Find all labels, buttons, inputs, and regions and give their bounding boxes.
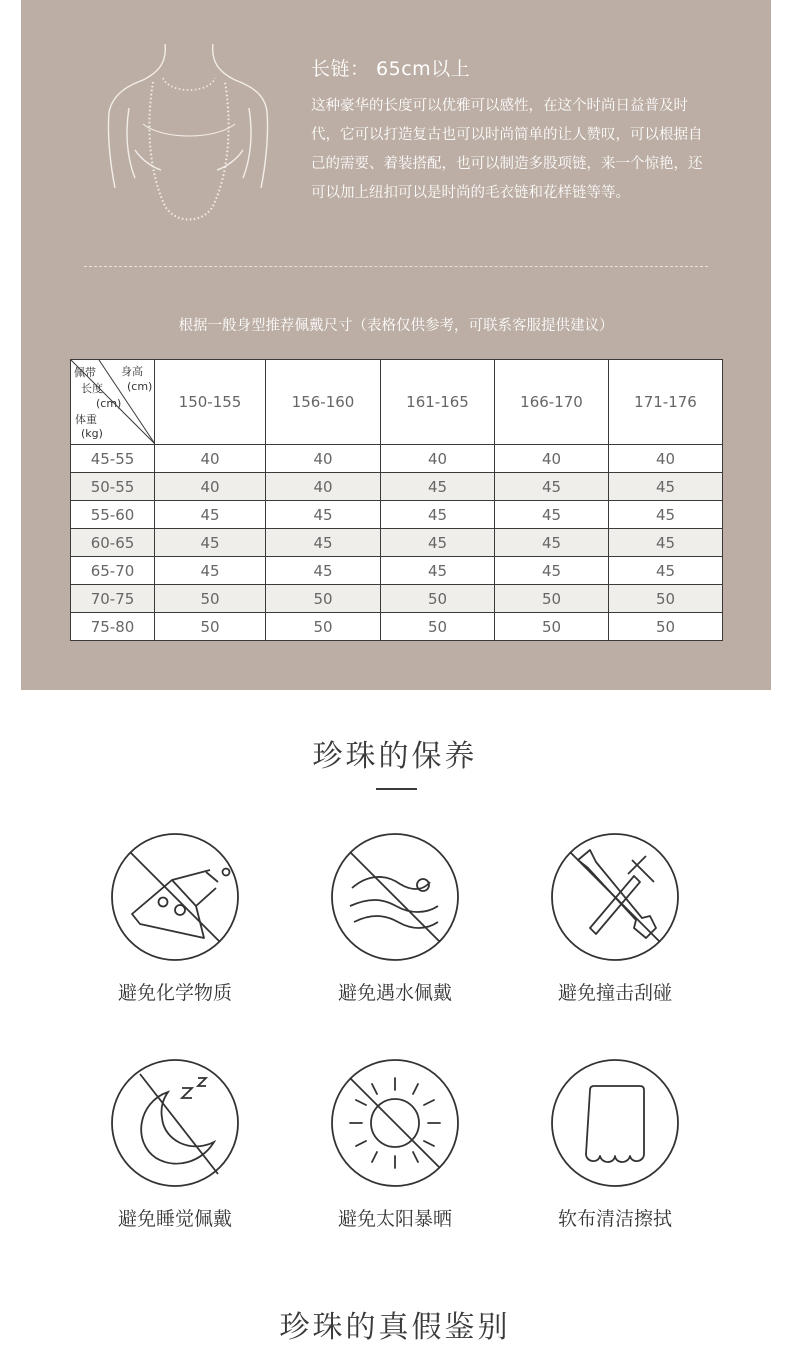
table-row bbox=[71, 529, 723, 557]
size-table bbox=[70, 359, 723, 641]
size-cell: 40 bbox=[381, 445, 495, 473]
size-cell: 50 bbox=[155, 613, 266, 641]
weight-cell: 70-75 bbox=[71, 585, 155, 613]
no-chemicals-icon bbox=[110, 832, 240, 962]
column-header: 156-160 bbox=[266, 360, 381, 445]
corner-length-label-1: 佩带 bbox=[74, 366, 96, 379]
care-label: 避免太阳暴晒 bbox=[337, 1208, 452, 1230]
dashed-divider bbox=[84, 266, 708, 267]
care-item-impact bbox=[540, 832, 690, 1005]
size-table-header-row bbox=[71, 360, 723, 445]
table-row bbox=[71, 445, 723, 473]
size-cell: 50 bbox=[381, 613, 495, 641]
necklace-on-torso-icon bbox=[103, 38, 273, 228]
size-cell: 45 bbox=[609, 529, 723, 557]
table-row bbox=[71, 501, 723, 529]
size-cell: 40 bbox=[266, 445, 381, 473]
care-section-title: 珍珠的保养 bbox=[312, 739, 478, 774]
size-cell: 45 bbox=[266, 501, 381, 529]
corner-weight-label: 体重 bbox=[75, 413, 97, 426]
weight-cell: 45-55 bbox=[71, 445, 155, 473]
size-cell: 45 bbox=[609, 557, 723, 585]
care-item-sun bbox=[320, 1058, 470, 1231]
column-header: 150-155 bbox=[155, 360, 266, 445]
no-sleep-moon-icon bbox=[110, 1058, 240, 1188]
size-cell: 40 bbox=[266, 473, 381, 501]
column-header: 166-170 bbox=[495, 360, 609, 445]
size-cell: 40 bbox=[495, 445, 609, 473]
size-cell: 50 bbox=[266, 585, 381, 613]
corner-weight-unit: (kg) bbox=[81, 427, 103, 440]
care-label: 避免撞击刮碰 bbox=[557, 982, 672, 1004]
size-cell: 45 bbox=[495, 501, 609, 529]
size-cell: 45 bbox=[609, 501, 723, 529]
weight-cell: 75-80 bbox=[71, 613, 155, 641]
care-label: 避免睡觉佩戴 bbox=[117, 1208, 232, 1230]
size-cell: 50 bbox=[495, 585, 609, 613]
care-label: 软布清洁擦拭 bbox=[557, 1208, 672, 1230]
care-item-cloth bbox=[540, 1058, 690, 1231]
size-cell: 45 bbox=[266, 557, 381, 585]
size-cell: 50 bbox=[381, 585, 495, 613]
size-table-corner-cell bbox=[71, 360, 155, 445]
size-cell: 45 bbox=[155, 557, 266, 585]
size-cell: 45 bbox=[495, 529, 609, 557]
size-cell: 45 bbox=[495, 557, 609, 585]
weight-cell: 60-65 bbox=[71, 529, 155, 557]
title-underline bbox=[376, 788, 417, 790]
care-item-water bbox=[320, 832, 470, 1005]
weight-cell: 55-60 bbox=[71, 501, 155, 529]
size-cell: 50 bbox=[609, 585, 723, 613]
size-cell: 45 bbox=[381, 473, 495, 501]
no-impact-tools-icon bbox=[550, 832, 680, 962]
size-cell: 45 bbox=[381, 501, 495, 529]
long-chain-title: 长链： 65cm以上 bbox=[311, 58, 471, 80]
table-row bbox=[71, 613, 723, 641]
long-chain-description: 这种豪华的长度可以优雅可以感性，在这个时尚日益普及时代，它可以打造复古也可以时尚简单的让人赞叹，可以根据自己的需要、着装搭配，也可以制造多股项链，来一个惊艳，还可以加上纽扣可以是时尚的毛衣链和花样链等等。 bbox=[311, 98, 703, 201]
size-cell: 45 bbox=[495, 473, 609, 501]
care-item-sleep bbox=[100, 1058, 250, 1231]
care-item-chemicals bbox=[100, 832, 250, 1005]
size-cell: 45 bbox=[266, 529, 381, 557]
authenticity-section-title: 珍珠的真假鉴别 bbox=[279, 1310, 511, 1345]
column-header: 171-176 bbox=[609, 360, 723, 445]
size-cell: 50 bbox=[495, 613, 609, 641]
size-cell: 45 bbox=[609, 473, 723, 501]
soft-cloth-icon bbox=[550, 1058, 680, 1188]
size-cell: 50 bbox=[266, 613, 381, 641]
size-cell: 40 bbox=[155, 473, 266, 501]
table-row bbox=[71, 473, 723, 501]
size-table-note: 根据一般身型推荐佩戴尺寸（表格仅供参考，可联系客服提供建议） bbox=[178, 318, 614, 334]
size-cell: 45 bbox=[155, 529, 266, 557]
corner-height-label: 身高 bbox=[121, 365, 143, 378]
size-cell: 45 bbox=[155, 501, 266, 529]
care-label: 避免遇水佩戴 bbox=[337, 982, 452, 1004]
long-chain-panel bbox=[21, 0, 771, 690]
column-header: 161-165 bbox=[381, 360, 495, 445]
table-row bbox=[71, 585, 723, 613]
no-water-icon bbox=[330, 832, 460, 962]
size-cell: 50 bbox=[609, 613, 723, 641]
care-label: 避免化学物质 bbox=[117, 982, 232, 1004]
size-cell: 40 bbox=[609, 445, 723, 473]
corner-height-unit: (cm) bbox=[127, 380, 153, 393]
size-cell: 45 bbox=[381, 557, 495, 585]
size-cell: 45 bbox=[381, 529, 495, 557]
size-cell: 50 bbox=[155, 585, 266, 613]
table-row bbox=[71, 557, 723, 585]
corner-length-label-2: 长度 bbox=[81, 382, 103, 395]
size-cell: 40 bbox=[155, 445, 266, 473]
weight-cell: 65-70 bbox=[71, 557, 155, 585]
no-sun-icon bbox=[330, 1058, 460, 1188]
corner-length-unit: (cm) bbox=[96, 397, 122, 410]
weight-cell: 50-55 bbox=[71, 473, 155, 501]
